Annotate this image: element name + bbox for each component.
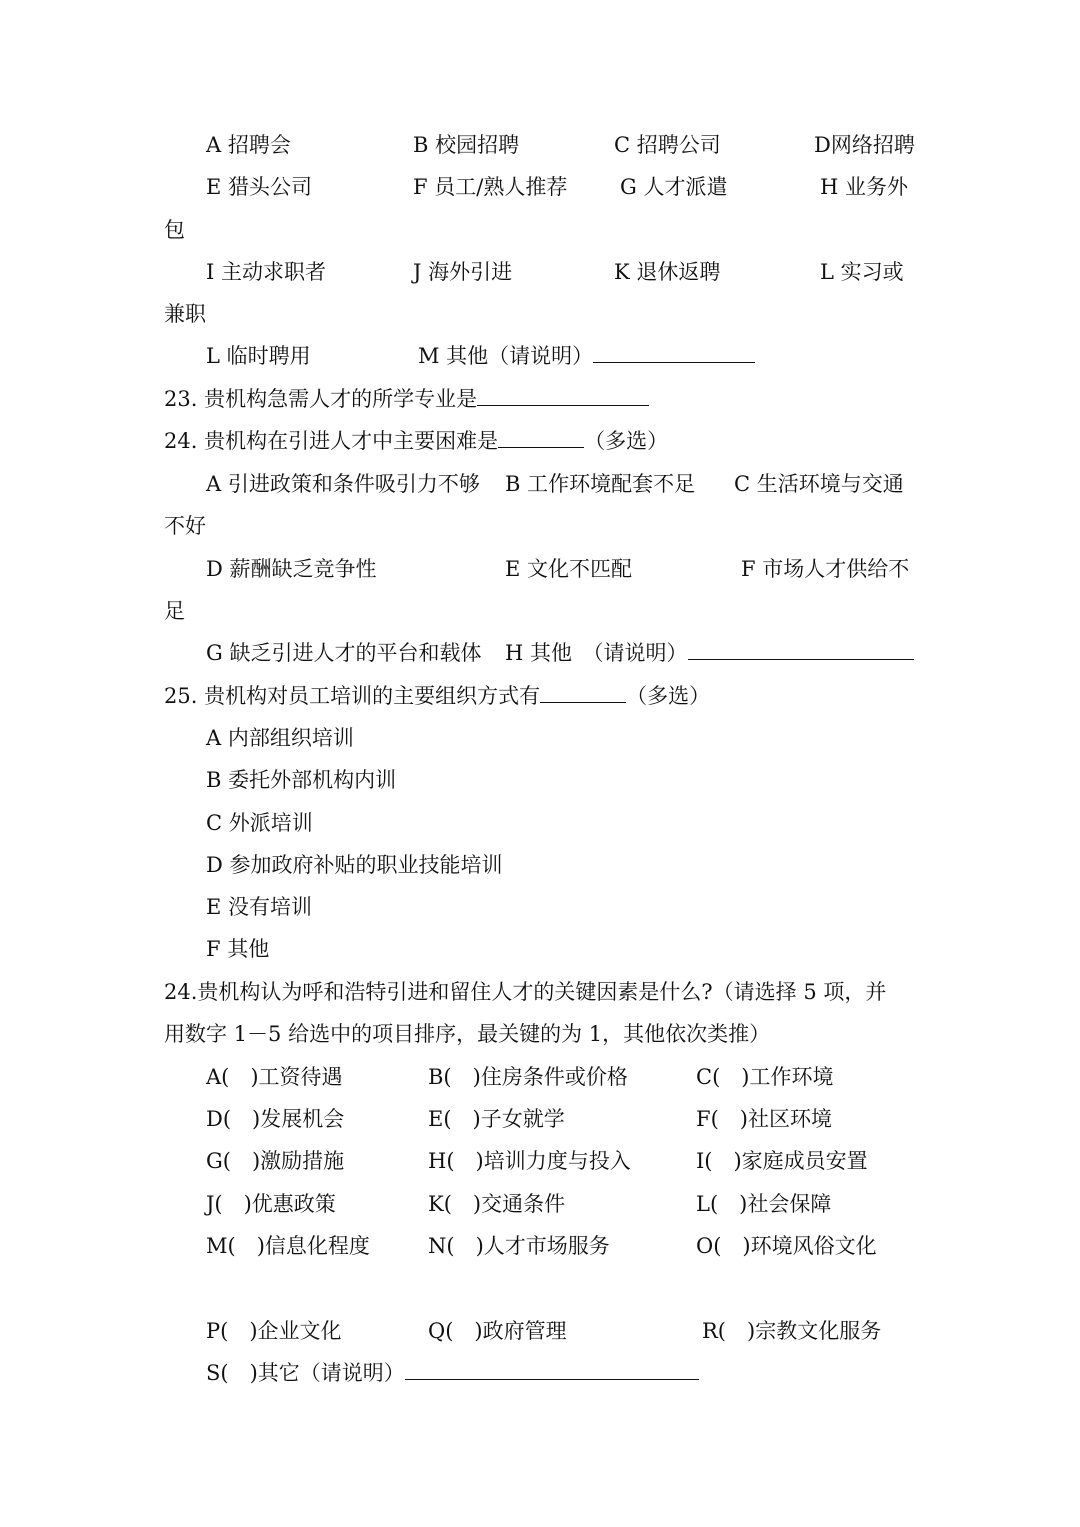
option-l: L 实习或 [820,260,904,284]
q24-option-g: G 缺乏引进人才的平台和载体 [206,641,482,665]
option-j: J 海外引进 [413,260,513,284]
factor-l: L( )社会保障 [696,1192,832,1216]
q24-other-blank[interactable] [688,639,914,660]
factor-n: N( )人才市场服务 [428,1234,610,1258]
q25-option-d: D 参加政府补贴的职业技能培训 [206,853,503,877]
q24-row-2-wrap: 足 [164,599,185,623]
option-g: G 人才派遣 [620,175,728,199]
factor-c: C( )工作环境 [696,1065,834,1089]
question-24-key-factors-line-2: 用数字 1－5 给选中的项目排序，最关键的为 1，其他依次类推） [164,1022,771,1046]
factor-s-other [206,1359,699,1387]
option-l-temp: L 临时聘用 [206,344,311,368]
factor-s-blank[interactable] [405,1359,699,1380]
factor-g: G( )激励措施 [206,1149,345,1173]
question-24-suffix: （多选） [584,429,669,453]
factor-k: K( )交通条件 [428,1192,566,1216]
recruit-row-3-wrap: 兼职 [164,302,206,326]
question-25 [164,682,710,710]
q25-option-e: E 没有培训 [206,895,313,919]
q24-row-1-wrap: 不好 [164,514,206,538]
question-24-difficulties [164,427,668,455]
q24-option-h [505,639,914,667]
option-d: D网络招聘 [814,133,915,157]
factor-a: A( )工资待遇 [206,1065,343,1089]
factor-m: M( )信息化程度 [206,1234,370,1258]
question-23 [164,385,649,413]
q24-option-d: D 薪酬缺乏竞争性 [206,557,377,581]
factor-b: B( )住房条件或价格 [428,1065,628,1089]
factor-h: H( )培训力度与投入 [428,1149,631,1173]
question-23-text: 23. 贵机构急需人才的所学专业是 [164,387,478,411]
question-23-blank[interactable] [477,385,649,406]
q25-option-f: F 其他 [206,937,270,961]
q24-option-f: F 市场人才供给不 [741,557,910,581]
factor-f: F( )社区环境 [696,1107,832,1131]
q25-option-b: B 委托外部机构内训 [206,768,397,792]
factor-p: P( )企业文化 [206,1319,342,1343]
option-m-other [418,342,755,370]
option-e: E 猎头公司 [206,175,313,199]
recruit-row-2-wrap: 包 [164,218,185,242]
question-24-blank[interactable] [498,427,584,448]
factor-q: Q( )政府管理 [428,1319,567,1343]
option-a: A 招聘会 [206,133,291,157]
option-b: B 校园招聘 [413,133,520,157]
factor-s-label: S( )其它（请说明） [206,1361,405,1385]
question-25-text: 25. 贵机构对员工培训的主要组织方式有 [164,684,541,708]
option-h: H 业务外 [820,175,908,199]
question-25-blank[interactable] [540,682,626,703]
q24-option-a: A 引进政策和条件吸引力不够 [206,472,480,496]
question-24-text: 24. 贵机构在引进人才中主要困难是 [164,429,499,453]
factor-e: E( )子女就学 [428,1107,565,1131]
q25-option-a: A 内部组织培训 [206,726,354,750]
q24-option-e: E 文化不匹配 [505,557,633,581]
option-m-label: M 其他（请说明） [418,344,594,368]
factor-d: D( )发展机会 [206,1107,345,1131]
question-24-key-factors-line-1: 24.贵机构认为呼和浩特引进和留住人才的关键因素是什么?（请选择 5 项，并 [164,980,887,1004]
option-k: K 退休返聘 [614,260,721,284]
option-f: F 员工/熟人推荐 [413,175,568,199]
other-blank[interactable] [593,342,755,363]
factor-j: J( )优惠政策 [206,1192,336,1216]
factor-r: R( )宗教文化服务 [702,1319,882,1343]
factor-o: O( )环境风俗文化 [696,1234,877,1258]
question-25-suffix: （多选） [626,684,711,708]
q24-option-c: C 生活环境与交通 [734,472,904,496]
q24-option-b: B 工作环境配套不足 [505,472,696,496]
option-c: C 招聘公司 [614,133,721,157]
factor-i: I( )家庭成员安置 [696,1149,868,1173]
q24-option-h-label: H 其他 （请说明） [505,641,688,665]
q25-option-c: C 外派培训 [206,811,313,835]
option-i: I 主动求职者 [206,260,326,284]
